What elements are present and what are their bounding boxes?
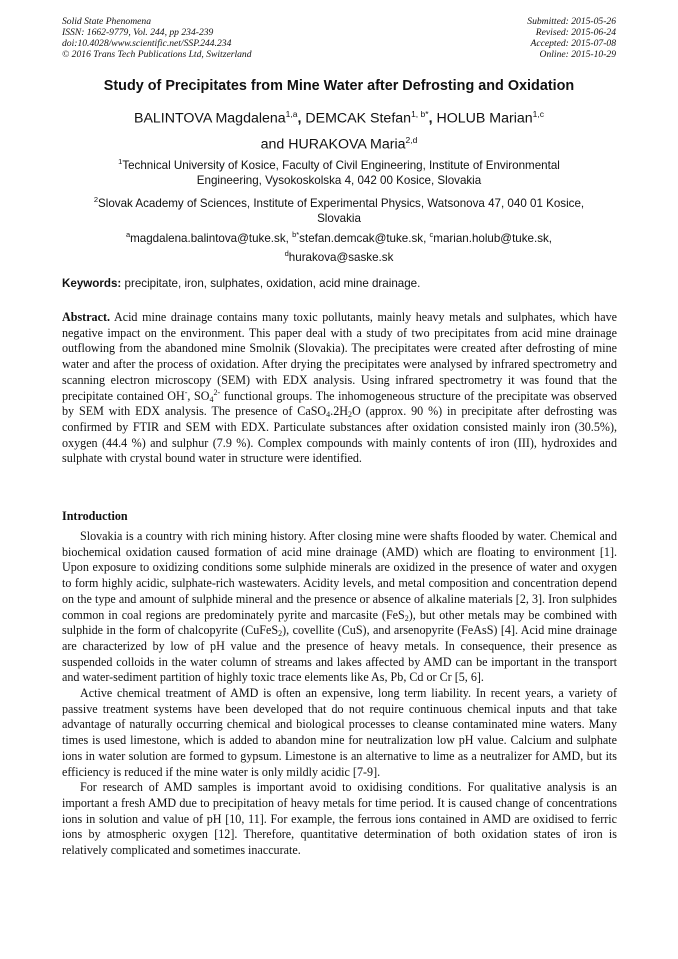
authors-line-1: BALINTOVA Magdalena$^{1,a}$, DEMCAK Stefan$^{1, b*}$, HOLUB Marian$^{1,c}$ bbox=[133, 109, 544, 127]
email-link[interactable]: hurakova@saske.sk bbox=[288, 250, 394, 264]
abstract-text: , SO bbox=[187, 388, 210, 403]
subscript: 4 bbox=[326, 410, 331, 420]
email-mark: a bbox=[125, 230, 131, 239]
affiliation-number: 2 bbox=[93, 195, 99, 204]
abstract-text: functional groups. The inhomogeneous structure of the precipitate was observed by SEM with EDX analysis. The presence of CaSO bbox=[62, 388, 617, 419]
paragraph-text: Slovakia is a country with rich mining history. After closing mine were shafts flooded by water. Chemical and biochemical oxidation caused formation of acid mine drainage (AMD) which are floating to environment [1]. Upon exposure to oxidizing conditions some sulphide minerals are oxidized in the presence of water and oxygen to form highly acidic, sulphate-rich wastewaters. Acidity levels, and metal composition and concentration depend on the type and amount of sulphide mineral and the presence or absence of alkaline materials [2, 3]. Iron sulphides common in coal regions are predominately pyrite and marcasite (FeS bbox=[62, 529, 617, 622]
author-affiliation-mark: 2,d bbox=[405, 134, 418, 145]
subscript: 4 bbox=[209, 394, 214, 404]
issn-line: ISSN: 1662-9779, Vol. 244, pp 234-239 bbox=[62, 27, 214, 38]
paragraph-text: ), but other metals may be combined with sulphide in the form of chalcopyrite (CuFeS bbox=[62, 607, 618, 638]
affiliation-1 bbox=[40, 154, 638, 188]
author-affiliation-mark: 1, b* bbox=[411, 109, 429, 119]
affiliation-2 bbox=[40, 192, 638, 226]
author-affiliation-mark: 1,c bbox=[532, 109, 544, 119]
abstract-text: O (approx. 90 %) in precipitate after defrosting was confirmed by FTIR and SEM with EDX. Particulate substances after oxidation consisted mainly iron (30.5%), oxygen (44.4 %) and sulphur (7.9 %). Complex compounds with mainly contents of iron (III), hydroxides and sulphate with crystal bound water in structure were identified. bbox=[62, 404, 617, 466]
author-name: BALINTOVA Magdalena bbox=[133, 110, 286, 127]
paragraph-text: ), covellite (CuS), and arsenopyrite (FeAsS) [4]. Acid mine drainage are characterized by low of pH value and the presence of heavy metals. In consequence, their presence as suspended colloids in the water column of streams and lakes affected by AMD can be important in the transport and water-sediment partition of highly toxic trace elements like As, Pb, Cd or Cr [5, 6]. bbox=[62, 623, 617, 685]
email-link[interactable]: stefan.demcak@tuke.sk, bbox=[299, 231, 427, 245]
email-mark: c bbox=[429, 230, 434, 239]
paragraph: Active chemical treatment of AMD is often an expensive, long term liability. In recent years, a variety of passive treatment systems have been developed that do not require continuous chemical inputs and that take advantage of naturally occurring chemical and biological processes to cleanse contaminated mine waters. Many times is used limestone, which is added to abandon mine for neutralization low pH value. Calcium and sulphate ions in water solution are formed to gypsum. Limestone is an alternative to lime as a neutralizer for AMD, but its efficiency is reduced if the mine water is only mildly acidic [7-9]. bbox=[62, 686, 617, 779]
keywords-label: Keywords: bbox=[62, 277, 122, 290]
author-emails bbox=[40, 227, 638, 265]
doi-line[interactable]: doi:10.4028/www.scientific.net/SSP.244.234 bbox=[62, 38, 232, 49]
author-affiliation-mark: 1,a bbox=[285, 109, 298, 119]
section-heading-introduction: Introduction bbox=[62, 509, 128, 523]
journal-name: Solid State Phenomena bbox=[62, 16, 151, 27]
affiliation-text: Technical University of Kosice, Faculty of Civil Engineering, Institute of Environmental bbox=[122, 158, 560, 172]
subscript: 2 bbox=[278, 629, 283, 639]
charge-mark: 2- bbox=[213, 387, 221, 397]
email-link[interactable]: marian.holub@tuke.sk, bbox=[433, 231, 553, 245]
paper-title: Study of Precipitates from Mine Water after Defrosting and Oxidation bbox=[103, 78, 575, 94]
submitted-date: Submitted: 2015-05-26 bbox=[527, 16, 616, 27]
affiliation-text: Engineering, Vysokoskolska 4, 042 00 Kosice, Slovakia bbox=[196, 173, 482, 187]
author-list bbox=[40, 104, 638, 155]
subscript: 2 bbox=[347, 410, 352, 420]
introduction-body bbox=[62, 529, 617, 859]
email-link[interactable]: magdalena.balintova@tuke.sk, bbox=[130, 231, 289, 245]
affiliation-number: 1 bbox=[118, 157, 123, 166]
author-name: DEMCAK Stefan bbox=[305, 110, 412, 127]
journal-info bbox=[62, 16, 252, 60]
email-mark: d bbox=[284, 248, 289, 258]
paragraph bbox=[62, 529, 617, 686]
abstract bbox=[62, 310, 617, 467]
author-name: HOLUB Marian bbox=[436, 110, 533, 127]
keywords bbox=[62, 277, 617, 290]
copyright-line: © 2016 Trans Tech Publications Ltd, Switzerland bbox=[62, 49, 252, 60]
affiliation-text: Slovakia bbox=[317, 211, 361, 225]
email-mark: b* bbox=[292, 230, 300, 239]
abstract-label: Abstract. bbox=[62, 310, 111, 324]
subscript: 2 bbox=[404, 613, 409, 623]
submission-dates bbox=[527, 16, 616, 60]
paragraph: For research of AMD samples is important avoid to oxidising conditions. For qualitative analysis is an important a fresh AMD due to precipitation of heavy metals for time period. It is caused change of concentrations ions in solution and value of pH [10, 11]. For example, the ferrous ions contained in AMD are oxidised to ferric ions by atmospheric oxygen [12]. Therefore, quantitative determination of both oxidation states of iron is relatively complicated and sometimes inaccurate. bbox=[62, 780, 617, 858]
author-name: HURAKOVA Maria bbox=[288, 136, 406, 153]
authors-line-2 bbox=[40, 130, 638, 156]
revised-date: Revised: 2015-06-24 bbox=[535, 27, 616, 38]
accepted-date: Accepted: 2015-07-08 bbox=[530, 38, 616, 49]
affiliation-text: Slovak Academy of Sciences, Institute of Experimental Physics, Watsonova 47, 040 01 Kosice, bbox=[98, 196, 585, 210]
author-conjunction: and bbox=[260, 136, 285, 153]
keywords-text: precipitate, iron, sulphates, oxidation, acid mine drainage. bbox=[124, 277, 421, 290]
abstract-text: Acid mine drainage contains many toxic pollutants, mainly heavy metals and sulphates, which have negative impact on the environment. This paper deal with a study of two precipitates from acid mine drainage outflowing from the abandoned mine Smolnik (Slovakia). The precipitates were created after defrosting of mine water and after the process of oxidation. After drying the precipitates were analysed by infrared spectrometry and scanning electron microscopy (SEM) with EDX analysis. Using infrared spectrometry it was found that the precipitate contained OH bbox=[62, 310, 617, 403]
abstract-text: .2H bbox=[330, 404, 348, 419]
online-date: Online: 2015-10-29 bbox=[539, 49, 616, 60]
charge-mark: - bbox=[184, 387, 188, 397]
